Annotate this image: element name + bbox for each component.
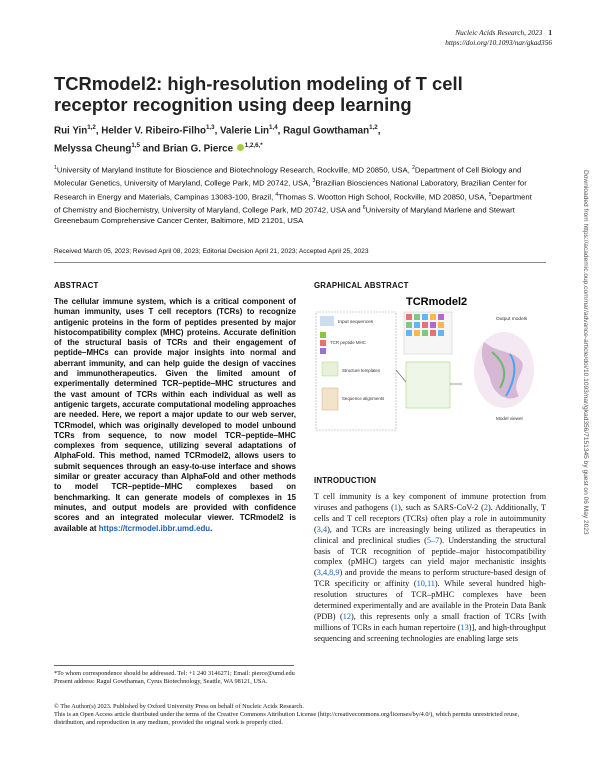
model-pipeline-box [406,362,450,408]
author-affil-sup: 1,2 [369,124,378,131]
running-header [445,28,552,47]
doi-link[interactable]: https://doi.org/10.1093/nar/gkad356 [445,37,552,47]
affil-sup: 6 [362,205,366,212]
footnotes [54,670,354,686]
affiliation: Thomas S. Wootton High School, Rockville, MD 20850, USA, [278,192,487,202]
author-line-2 [54,138,534,156]
citation-link[interactable]: 1 [393,502,398,512]
input-label: Input sequences [338,320,374,325]
copyright-line: © The Author(s) 2023. Published by Oxford University Press on behalf of Nucleic Acids Research. [54,703,304,710]
alignment-icon [322,388,338,410]
intro-text: ), and TCRs are increasingly being utilized as therapeutics in clinical and preclinical studies ( [314,524,546,545]
viewer-label: Model viewer [496,416,524,421]
affiliation: University of Maryland Marlene and Stewart Greenebaum Comprehensive Cancer Center, Baltimore, MD 21201, USA [54,205,515,226]
affiliation: Department of Cell Biology and Molecular Genetics, University of Maryland, College Park, MD 20742, USA, [54,165,522,188]
intro-text: T cell immunity is a key component of immune protection from viruses and pathogens ( [314,492,546,512]
license-text: This is an Open Access article distributed under the terms of the Creative Commons Attribution License (http://creativecommons.org/licenses/by/4.0/), which permits unrestricted reuse, distribution, and reproduction in any medium, provided the original work is properly cited. [54,710,520,726]
sequence-icon [320,340,326,346]
author-line-1: Rui Yin$^{1,2}$, Helder V. Ribeiro-Filho$^{1,3}$, Valerie Lin$^{1,4}$, Ragul Gowthaman$^{1,2}$, [54,124,381,137]
arrow-icon [396,370,406,382]
author-list [54,120,534,157]
author-name[interactable]: Helder V. Ribeiro-Filho [101,125,206,137]
input-label: Structure templates [342,368,381,373]
intro-text: ). Additionally, T cells and T cell receptors (TCRs) often play a role in autoimmunity ( [314,502,547,534]
abstract-heading: ABSTRACT [54,281,99,290]
server-url-link[interactable]: https://tcrmodel.ibbr.umd.edu [98,523,211,533]
abstract-text: The cellular immune system, which is a critical component of human immunity, uses T cell receptors (TCRs) to recognize antigenic proteins in the form of peptides presented by major histocompatibility complex (MHC) proteins. Accurate definition of the structural basis of TCRs and their engagement of peptide–MHCs can provide major insights into normal and aberrant immunity, and can help guide the design of vaccines and immunotherapeutics. Given the limited amount of experimentally determined TCR–peptide–MHC structures and the vast amount of TCRs within each individual as well as antigenic targets, accurate computational modeling approaches are needed. Here, we report a major update to our web server, TCRmodel, which was originally developed to model unbound TCRs from sequence, to now model TCR–peptide–MHC complexes from sequence, utilizing several adaptations of AlphaFold. This method, named TCRmodel2, allows users to submit sequences through an easy-to-use interface and shows similar or greater accuracy than AlphaFold and other methods to model TCR–peptide–MHC complexes based on benchmarking. It can generate models of complexes in 15 minutes, and output models are provided with confidence scores and an integrated molecular viewer. TCRmodel2 is available at [54,297,296,533]
author-affil-sup: 1,2 [87,124,96,131]
citation-link[interactable]: 5–7 [426,535,440,545]
download-sidebar [578,170,592,610]
affil-sup: 1 [54,165,57,171]
graphical-abstract-svg [314,292,546,442]
affiliation: Department of Chemistry and Biochemistry, University of Maryland, College Park, MD 20742, USA and [54,192,532,215]
author-name[interactable]: Rui Yin [54,125,88,137]
output-label: Output models [496,317,528,322]
alphafold-grid-cells [406,314,444,336]
download-note: Downloaded from https://academic.oup.com/nar/advance-article/doi/10.1093/nar/gkad356/7151345 by guest on 06 May 2023 [582,170,589,535]
introduction-body [314,492,546,645]
affil-sup: 2 [411,165,415,171]
input-label: Sequence alignments [342,396,385,401]
affiliation: University of Maryland Institute for Bioscience and Biotechnology Research, Rockville, MD 20850, USA, [56,165,410,175]
intro-text: ). Understanding the structural basis of TCR recognition of peptide–major histocompatibility complex (pMHC) targets can yield major mechanistic insights ( [314,535,546,578]
orcid-icon[interactable] [237,144,244,151]
affiliations [54,163,538,227]
author-affil-sup: 1,3 [205,124,215,131]
article-title: TCRmodel2: high-resolution modeling of T cell receptor recognition using deep learning [54,73,463,115]
correspondence-note: *To whom correspondence should be addressed. Tel: +1 240 3146271; Email: pierce@umd.edu [54,670,295,677]
page-number: 1 [548,28,552,37]
tcrmodel2-logo: TCRmodel2 [406,296,468,308]
affil-sup: 3 [312,178,316,185]
citation-link[interactable]: 12 [342,611,351,621]
citation-link[interactable]: 3,4,8,9 [316,568,340,578]
intro-text: ) and provide the means to perform structure-based design of TCR specificity or affinity ( [314,568,546,589]
intro-text: )], and high-throughput sequencing and screening technologies are enabling large sets [314,622,546,643]
sequence-icon [320,332,326,338]
affiliation: Brazilian Biosciences National Laboratory, Brazilian Center for Research in Energy and Materials, Campinas 13083-100, Brazil, [54,178,527,202]
introduction-heading: INTRODUCTION [314,476,377,485]
divider [54,262,546,263]
input-label: TCR peptide MHC [330,340,366,345]
author-name[interactable]: Valerie Lin [220,125,270,137]
graphical-abstract-heading: GRAPHICAL ABSTRACT [314,281,409,290]
citation-link[interactable]: 13 [460,622,469,632]
sequence-icon [320,348,326,354]
author-name[interactable]: Brian G. Pierce [162,143,234,155]
input-icon [320,316,334,326]
intro-text: ). While several hundred high-resolution structures of TCR–pMHC complexes have been determined experimentally and are available in the Protein Data Bank (PDB) ( [314,579,546,621]
publication-dates: Received March 05, 2023; Revised April 08, 2023; Editorial Decision April 21, 2023; Accepted April 25, 2023 [54,248,369,255]
present-address-note: Present address: Ragul Gowthaman, Cyrus Biotechnology, Seattle, WA 98121, USA. [54,678,268,685]
abstract-body [54,297,296,534]
template-icon [322,362,338,376]
author-affil-sup: 1,2,6,* [244,142,263,150]
graphical-abstract-figure [314,292,546,442]
abstract-end: . [210,523,213,533]
affil-sup: 4 [275,191,279,198]
author-name[interactable]: Ragul Gowthaman [283,125,370,137]
citation-link[interactable]: 10,11 [416,579,435,589]
author-conjunction: and [142,143,161,155]
affil-sup: 5 [488,191,492,198]
intro-text: ), this represents only a small fraction of TCRs [with millions of TCRs in each human repertoire ( [314,611,547,632]
author-affil-sup: 1,5 [131,142,140,150]
citation-link[interactable]: 2 [483,502,488,512]
journal-name: Nucleic Acids Research, 2023 [455,28,543,37]
author-affil-sup: 1,4 [269,124,278,131]
footnote-divider [54,665,294,666]
intro-text: ), such as SARS-CoV-2 ( [398,502,484,512]
copyright-notice [54,703,549,727]
citation-link[interactable]: 3,4 [316,524,328,534]
author-name[interactable]: Melyssa Cheung [54,143,132,155]
